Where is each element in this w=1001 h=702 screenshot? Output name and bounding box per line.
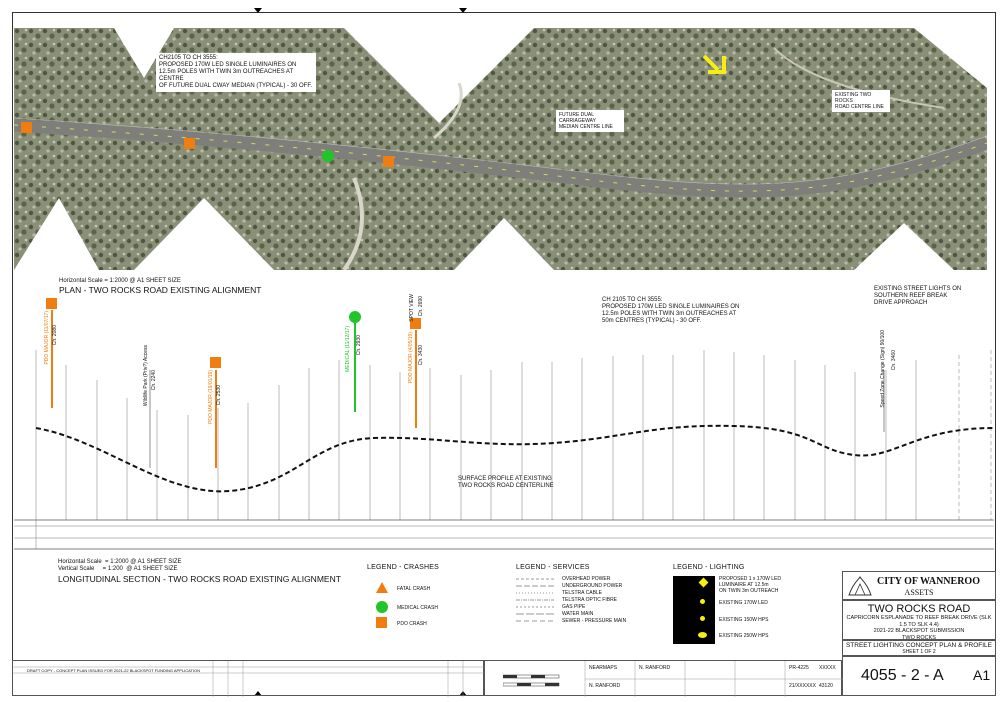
north-arrow-icon [700,50,730,80]
chainage-label: Ch. 2530 [216,385,222,406]
chainage-label: Ch. 2080 [52,325,58,346]
lighting-legend-panel [673,576,715,644]
legend-lighting-proposed: PROPOSED 1 x 170W LED LUMINAIRE AT 12.5m ON TWIN 3m OUTREACH [719,576,781,594]
legend-fatal-label: FATAL CRASH [397,586,431,592]
sheet-count: SHEET 1 OF 2 [902,649,936,655]
legend-services-item: TELSTRA OPTIC FIBRE [562,597,618,603]
legend-medical-label: MEDICAL CRASH [397,605,438,611]
aerial-callout-future-median: FUTURE DUAL CARRIAGEWAY MEDIAN CENTRE LINE [556,110,624,132]
medical-crash-icon [376,601,388,613]
pdo-crash-marker [184,138,195,149]
access-label: Wildlife Park (Priv?) Access [143,345,149,407]
chainage-label: Ch. 3460 [891,350,897,371]
bsp-number: XXXXX [819,665,836,671]
frame-marker-top [254,8,262,13]
long-hscale: Horizontal Scale = 1:2000 @ A1 SHEET SIZE [58,559,182,565]
speed-zone-label: Speed Zone Change (Sign) 90/100 [880,330,886,408]
legend-services-item: WATER MAIN [562,611,594,617]
medical-crash-marker [322,150,334,162]
fatal-crash-icon [376,582,388,593]
crash-label: MEDICAL (11/12/17) [345,326,351,372]
plan-title: PLAN - TWO ROCKS ROAD EXISTING ALIGNMENT [59,285,262,295]
revision-table [12,660,484,696]
plan-scale: Horizontal Scale = 1:2000 @ A1 SHEET SIZE [59,278,181,284]
longitudinal-profile [14,300,994,550]
designer-value: NEARMAPS [589,665,618,671]
legend-lighting-title: LEGEND - LIGHTING [673,564,745,571]
council-dept: ASSETS [904,588,934,597]
legend-services-item: GAS PIPE [562,604,586,610]
chainage-label: Ch. 3430 [418,345,424,366]
pdo-crash-marker [383,156,394,167]
existing-250w-icon [698,632,707,638]
legend-services-item: OVERHEAD POWER [562,576,611,582]
spot-view-label: SPOT VIEW [409,294,415,322]
existing-led-icon [700,599,705,604]
chainage-label: Ch. 2240 [151,370,157,391]
revision-grid [13,661,485,697]
long-section-title: LONGITUDINAL SECTION - TWO ROCKS ROAD EXISTING ALIGNMENT [58,574,341,584]
existing-150w-icon [700,616,705,621]
medical-crash-marker [349,311,361,323]
title-block-project [842,600,996,640]
frame-marker-top [459,8,467,13]
title-block-drawing [842,640,996,656]
chainage-label: Ch. 2930 [356,335,362,356]
sheet-size: A1 [973,667,991,683]
legend-lighting-250w: EXISTING 250W HPS [719,633,769,639]
project-road: TWO ROCKS ROAD [867,603,971,615]
drawing-title: STREET LIGHTING CONCEPT PLAN & PROFILE [845,642,993,649]
services-line-samples [516,576,556,626]
revision-note: DRAFT COPY - CONCEPT PLAN ISSUED FOR 2021-22 BLACKSPOT FUNDING APPLICATION [27,668,201,673]
council-name: CITY OF WANNEROO [877,576,980,587]
pdo-crash-marker [210,357,221,368]
legend-lighting-150w: EXISTING 150W HPS [719,617,769,623]
title-block-org [842,571,996,600]
pdo-crash-icon [376,617,387,628]
legend-crashes-title: LEGEND - CRASHES [367,564,440,571]
pdo-crash-marker [46,298,57,309]
council-logo-icon [847,575,873,597]
title-block-number [842,656,996,696]
project-description: CAPRICORN ESPLANADE TO REEF BREAK DRIVE (SLK 1.5 TO SLK 4.4) 2021-22 BLACKSPOT SUBMISSION TWO ROCKS [846,615,992,641]
legend-services-item: SEWER - PRESSURE MAIN [562,618,627,624]
job-number: 21/XXXXXX [789,683,816,689]
surface-profile-label: SURFACE PROFILE AT EXISTING TWO ROCKS ROAD CENTERLINE [458,476,554,489]
aerial-callout-main: CH2105 TO CH 3555: PROPOSED 170W LED SINGLE LUMINAIRES ON 12.5m POLES WITH TWIN 3m OUTREACHES AT CENTRE OF FUTURE DUAL CWAY MEDIAN (TYPICAL) - 30 OFF. [156,53,316,92]
legend-services-title: LEGEND - SERVICES [516,564,590,571]
drawing-number: 4055 - 2 - A [861,667,944,684]
legend-services-item: UNDERGROUND POWER [562,583,623,589]
drawn-value: N. RANFORD [639,665,671,671]
checked-value: N. RANFORD [589,683,621,689]
file-number: 43120 [819,683,833,689]
aerial-callout-existing-centreline: EXISTING TWO ROCKS ROAD CENTRE LINE [832,90,890,112]
long-vscale: Vertical Scale = 1:200 @ A1 SHEET SIZE [58,566,178,572]
project-number: PR-4225 [789,665,809,671]
chainage-label: Ch. 2690 [418,296,424,317]
legend-services-item: TELSTRA CABLE [562,590,603,596]
legend-pdo-label: PDO CRASH [397,621,427,627]
profile-callout-luminaires: CH 2105 TO CH 3555: PROPOSED 170W LED SINGLE LUMINAIRES ON 12.5m POLES WITH TWIN 3m OUTREACHES AT 50m CENTRES (TYPICAL) - 30 OFF. [602,297,740,324]
crash-label: PDO MAJOR (11/07/17) [44,311,50,365]
crash-label: PDO MAJOR (4/05/19) [408,332,414,384]
approval-table [484,660,842,696]
legend-lighting-led: EXISTING 170W LED [719,600,768,606]
crash-label: PDO MAJOR (19/01/19) [208,370,214,424]
profile-callout-existing-lights: EXISTING STREET LIGHTS ON SOUTHERN REEF BREAK DRIVE APPROACH [874,286,962,306]
pdo-crash-marker [21,122,32,133]
